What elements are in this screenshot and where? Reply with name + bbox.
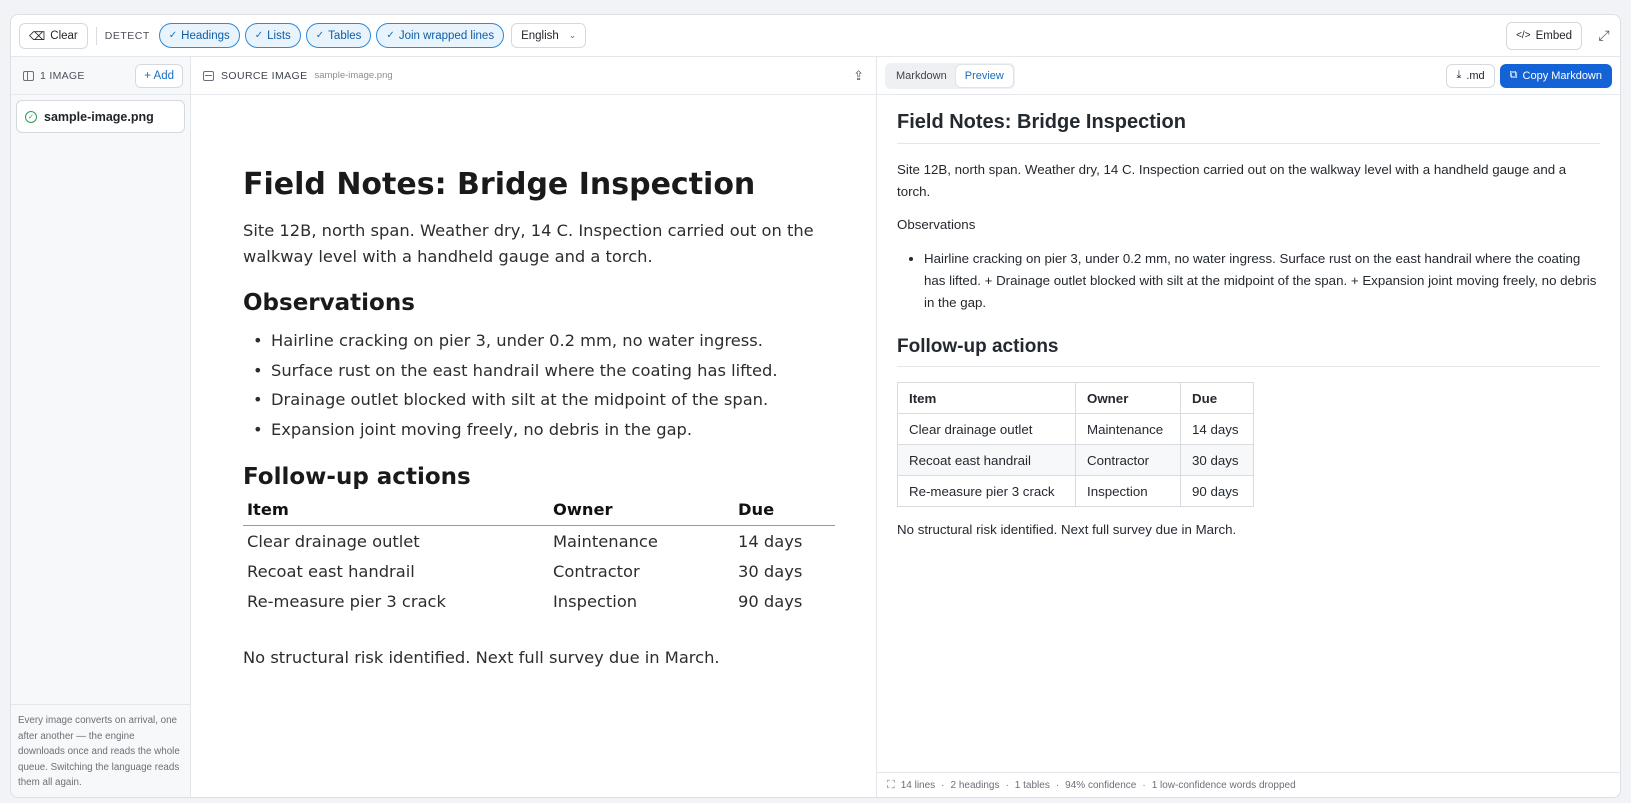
doc-closing: No structural risk identified. Next full survey due in March. xyxy=(243,648,720,667)
file-item[interactable] xyxy=(16,100,185,133)
source-label: SOURCE IMAGE xyxy=(221,69,308,82)
check-icon: ✓ xyxy=(168,30,178,41)
doc-observations-list xyxy=(243,326,835,444)
file-name: sample-image.png xyxy=(44,109,154,124)
scan-icon: ⛶ xyxy=(887,778,895,791)
download-label: .md xyxy=(1466,69,1485,82)
download-md-button[interactable] xyxy=(1446,64,1494,88)
list-item: • Expansion joint moving freely, no debris in the gap. xyxy=(243,415,835,445)
status-sep: · xyxy=(1142,779,1146,791)
upload-icon[interactable]: ⇪ xyxy=(853,67,864,83)
app-window xyxy=(10,14,1621,798)
preview-table xyxy=(897,382,1254,507)
table-cell: 14 days xyxy=(1181,413,1254,444)
status-dropped: 1 low-confidence words dropped xyxy=(1151,779,1296,791)
table-cell: Inspection xyxy=(1076,475,1181,506)
source-header xyxy=(191,57,876,95)
column-header: Due xyxy=(738,500,835,526)
doc-actions-heading: Follow-up actions xyxy=(243,464,471,490)
chip-join-wrapped-lines[interactable] xyxy=(376,23,504,48)
list-item: • Drainage outlet blocked with silt at the midpoint of the span. xyxy=(243,385,835,415)
table-row xyxy=(243,586,835,616)
table-cell: Contractor xyxy=(553,562,640,581)
table-cell: Re-measure pier 3 crack xyxy=(247,592,446,611)
chip-label: Headings xyxy=(181,29,230,42)
table-cell: 30 days xyxy=(1181,444,1254,475)
chip-lists[interactable] xyxy=(245,23,301,48)
output-actions xyxy=(1446,64,1612,88)
chip-label: Tables xyxy=(328,29,362,42)
status-tables: 1 tables xyxy=(1014,779,1050,791)
source-image-pane xyxy=(191,57,876,797)
status-lines: 14 lines xyxy=(900,779,936,791)
copy-label: Copy Markdown xyxy=(1522,69,1602,82)
table-cell: Re-measure pier 3 crack xyxy=(898,475,1076,506)
table-cell: 30 days xyxy=(738,562,803,581)
output-pane xyxy=(876,57,1620,797)
check-icon: ✓ xyxy=(254,30,264,41)
table-cell: Contractor xyxy=(1076,444,1181,475)
table-cell: 90 days xyxy=(738,592,803,611)
column-header: Item xyxy=(243,500,553,526)
expand-icon[interactable]: ⤢ xyxy=(1598,27,1610,43)
table-cell: Maintenance xyxy=(553,532,658,551)
status-sep: · xyxy=(1055,779,1060,791)
tab-preview[interactable]: Preview xyxy=(956,65,1013,87)
chip-label: Lists xyxy=(267,29,291,42)
copy-icon: ⧉ xyxy=(1509,69,1518,81)
sidebar-toggle-icon[interactable] xyxy=(23,71,34,81)
embed-label: Embed xyxy=(1535,29,1572,42)
table-row xyxy=(898,413,1254,444)
view-toggle xyxy=(885,63,1015,89)
table-cell: Recoat east handrail xyxy=(247,562,415,581)
table-row xyxy=(898,475,1254,506)
table-cell: Inspection xyxy=(553,592,638,611)
chip-label: Join wrapped lines xyxy=(398,29,495,42)
preview-actions-heading: Follow-up actions xyxy=(897,336,1600,367)
column-header: Due xyxy=(1181,382,1254,413)
tab-markdown[interactable]: Markdown xyxy=(896,69,947,82)
sidebar xyxy=(11,57,191,797)
preview-closing: No structural risk identified. Next full survey due in March. xyxy=(897,521,1237,537)
chip-headings[interactable] xyxy=(159,23,240,48)
output-header xyxy=(877,57,1620,95)
sidebar-footer-note: Every image converts on arrival, one after another — the engine downloads once and reads the whole queue. Switching the language reads them all again. xyxy=(11,704,190,797)
check-icon: ✓ xyxy=(315,30,325,41)
table-cell: 90 days xyxy=(1181,475,1254,506)
status-bar xyxy=(877,772,1620,797)
chevron-down-icon: ⌄ xyxy=(568,30,577,40)
table-cell: Maintenance xyxy=(1076,413,1181,444)
table-header-row xyxy=(243,500,835,526)
status-confidence: 94% confidence xyxy=(1065,779,1137,791)
source-filename: sample-image.png xyxy=(314,70,393,81)
table-cell: Clear drainage outlet xyxy=(898,413,1076,444)
toolbar-right xyxy=(1506,22,1612,50)
table-row xyxy=(243,556,835,586)
list-item: • Hairline cracking on pier 3, under 0.2 mm, no water ingress. Surface rust on the east handrail where the coating has lifted. + Drainage outlet blocked with silt at the midpoint of the span. + Expansion joint moving freely, no debris in the gap. xyxy=(924,248,1600,314)
source-document-image xyxy=(243,167,835,667)
doc-actions-table xyxy=(243,500,835,616)
markdown-preview xyxy=(877,95,1620,540)
image-count: 1 IMAGE xyxy=(40,69,85,82)
preview-list xyxy=(924,248,1600,314)
doc-intro: Site 12B, north span. Weather dry, 14 C. Inspection carried out on the walkway level with a handheld gauge and a torch. xyxy=(243,221,814,266)
embed-button[interactable] xyxy=(1506,22,1582,50)
clear-label: Clear xyxy=(50,29,78,42)
doc-title: Field Notes: Bridge Inspection xyxy=(243,167,756,202)
preview-intro: Site 12B, north span. Weather dry, 14 C. Inspection carried out on the walkway level with a handheld gauge and a torch. xyxy=(897,162,1567,199)
download-icon: ⤓ xyxy=(1456,69,1462,81)
image-icon xyxy=(203,71,214,81)
table-row xyxy=(898,444,1254,475)
sidebar-header xyxy=(11,57,190,95)
copy-markdown-button[interactable] xyxy=(1500,64,1612,88)
preview-observations-label: Observations xyxy=(897,217,976,232)
divider xyxy=(96,27,97,45)
table-cell: Clear drainage outlet xyxy=(247,532,420,551)
status-sep: · xyxy=(941,779,945,791)
check-icon: ✓ xyxy=(386,30,395,41)
language-value: English xyxy=(521,29,559,42)
column-header: Owner xyxy=(553,500,738,526)
check-circle-icon: ✓ xyxy=(25,111,37,123)
eraser-icon: ⌫ xyxy=(29,30,46,43)
preview-title: Field Notes: Bridge Inspection xyxy=(897,111,1600,144)
status-sep: · xyxy=(1005,779,1009,791)
table-cell: 14 days xyxy=(738,532,803,551)
clear-button[interactable] xyxy=(19,23,88,49)
column-header: Item xyxy=(898,382,1076,413)
table-header-row xyxy=(898,382,1254,413)
list-item: • Hairline cracking on pier 3, under 0.2 mm, no water ingress. xyxy=(243,326,835,356)
add-button[interactable]: + Add xyxy=(135,64,183,88)
language-select[interactable] xyxy=(511,23,586,48)
toolbar xyxy=(11,15,1620,57)
code-icon: </> xyxy=(1516,30,1531,41)
list-item: • Surface rust on the east handrail where the coating has lifted. xyxy=(243,356,835,386)
column-header: Owner xyxy=(1076,382,1181,413)
status-headings: 2 headings xyxy=(950,779,1000,791)
detect-label: DETECT xyxy=(104,29,150,42)
doc-observations-heading: Observations xyxy=(243,290,415,316)
table-cell: Recoat east handrail xyxy=(898,444,1076,475)
table-row xyxy=(243,526,835,557)
chip-tables[interactable] xyxy=(306,23,372,48)
